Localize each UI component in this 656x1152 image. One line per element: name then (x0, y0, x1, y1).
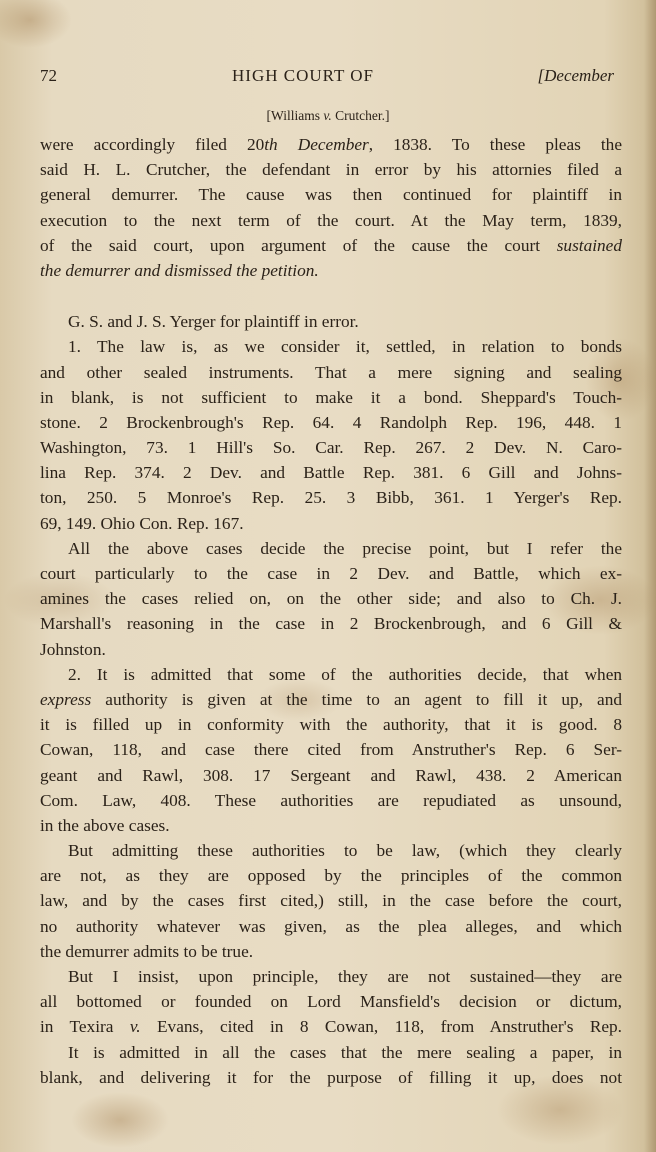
text-line: stone. 2 Brockenbrough's Rep. 64. 4 Randolph Rep. 196, 448. 1 (40, 412, 622, 432)
text-line: and other sealed instruments. That a mere signing and sealing (40, 362, 622, 382)
text-line: It is admitted in all the cases that the mere sealing a paper, in (68, 1042, 622, 1062)
text-line: 69, 149. Ohio Con. Rep. 167. (40, 513, 244, 533)
text-line: the demurrer and dismissed the petition. (40, 260, 319, 280)
text-line: blank, and delivering it for the purpose of filling it up, does not (40, 1067, 622, 1087)
text-span-italic: sustained (556, 235, 622, 255)
running-title: HIGH COURT OF (232, 66, 375, 85)
text-line: said H. L. Crutcher, the defendant in error by his attornies filed a (40, 160, 622, 180)
text-line: no authority whatever was given, as the plea alleges, and which (40, 916, 622, 936)
case-caption (0, 108, 656, 124)
text-line: But I insist, upon principle, they are not sustained—they are (68, 967, 622, 986)
page-header (40, 66, 614, 88)
paragraph-gap (40, 283, 622, 309)
text-line: general demurrer. The cause was then continued for plaintiff in (40, 185, 622, 205)
text-line: court particularly to the case in 2 Dev. and Battle, which ex- (40, 564, 622, 583)
text-line: geant and Rawl, 308. 17 Sergeant and Rawl, 438. 2 American (40, 765, 622, 785)
text-span: were accordingly filed 20 (40, 135, 265, 154)
text-line (40, 233, 622, 258)
text-line: the demurrer admits to be true. (40, 941, 254, 961)
text-line: execution to the next term of the court. At the May term, 1839, (40, 210, 622, 230)
text-line: amines the cases relied on, on the other side; and also to Ch. J. (40, 589, 622, 609)
text-line: But admitting these authorities to be law, (which they clearly (68, 841, 622, 861)
text-span-italic: th December (264, 135, 369, 154)
text-line: lina Rep. 374. 2 Dev. and Battle Rep. 381. 6 Gill and Johns- (40, 463, 622, 483)
text-span: , 1838. To these pleas the (368, 135, 622, 154)
text-line: ton, 250. 5 Monroe's Rep. 25. 3 Bibb, 361. 1 Yerger's Rep. (40, 488, 622, 508)
text-line: it is filled up in conformity with the authority, that it is good. 8 (40, 715, 622, 735)
caption-suffix: Crutcher.] (331, 108, 390, 123)
text-line: Cowan, 118, and case there cited from Anstruther's Rep. 6 Ser- (40, 740, 622, 760)
caption-versus: v. (323, 108, 332, 123)
text-line: 1. The law is, as we consider it, settled, in relation to bonds (68, 337, 622, 357)
text-line: Marshall's reasoning in the case in 2 Brockenbrough, and 6 Gill & (40, 614, 622, 634)
text-line: are not, as they are opposed by the principles of the common (40, 866, 622, 886)
text-line (40, 687, 622, 712)
page-number: 72 (40, 66, 57, 85)
text-line: Washington, 73. 1 Hill's So. Car. Rep. 267. 2 Dev. N. Caro- (40, 438, 622, 458)
text-line: all bottomed or founded on Lord Mansfield's decision or dictum, (40, 992, 622, 1012)
running-date: [December (537, 66, 614, 85)
text-line: in the above cases. (40, 815, 170, 835)
text-line (40, 1014, 622, 1039)
text-span: of the said court, upon argument of the cause the court (40, 235, 557, 255)
caption-prefix: [Williams (266, 108, 324, 123)
text-line: law, and by the cases first cited,) still, in the case before the court, (40, 891, 622, 911)
text-line: G. S. and J. S. Yerger for plaintiff in error. (68, 312, 359, 332)
text-span: in Texira (40, 1017, 130, 1037)
text-span-italic: express (40, 689, 92, 709)
text-line: in blank, is not sufficient to make it a bond. Sheppard's Touch- (40, 387, 622, 407)
text-line: 2. It is admitted that some of the authorities decide, that when (68, 664, 622, 684)
text-line: Com. Law, 408. These authorities are repudiated as unsound, (40, 790, 622, 810)
body-text (40, 132, 622, 1090)
text-line (40, 132, 622, 157)
text-span: authority is given at the time to an agent to fill it up, and (91, 689, 622, 709)
text-line: All the above cases decide the precise point, but I refer the (68, 538, 622, 558)
text-line: Johnston. (40, 639, 106, 659)
text-span-italic: v. (129, 1017, 141, 1037)
text-span: Evans, cited in 8 Cowan, 118, from Anstruther's Rep. (140, 1017, 622, 1037)
page-edge-shadow (644, 0, 656, 1152)
